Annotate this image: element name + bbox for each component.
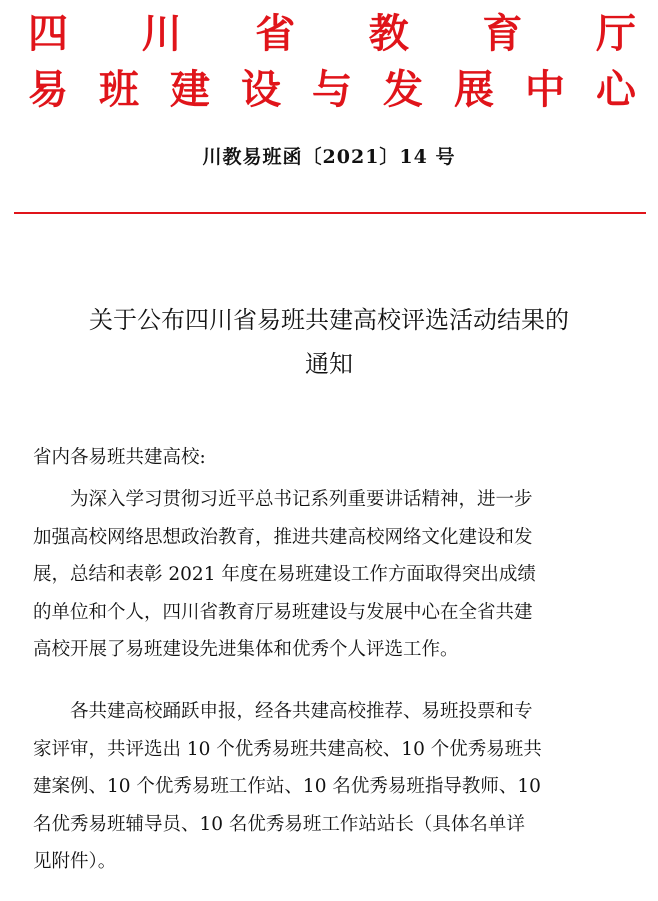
letterhead-char: 厅 bbox=[595, 11, 636, 57]
addressee: 省内各易班共建高校: bbox=[33, 447, 206, 468]
letterhead-char: 设 bbox=[241, 67, 281, 113]
letterhead-divider bbox=[14, 212, 646, 214]
paragraph-line: 的单位和个人，四川省教育厅易班建设与发展中心在全省共建 bbox=[33, 601, 533, 623]
document-title-line-1: 关于公布四川省易班共建高校评选活动结果的 bbox=[89, 306, 569, 334]
body-paragraph-2 bbox=[33, 693, 637, 881]
paragraph-line: 名优秀易班辅导员、10 名优秀易班工作站站长（具体名单详 bbox=[33, 813, 525, 835]
paragraph-line: 高校开展了易班建设先进集体和优秀个人评选工作。 bbox=[33, 639, 459, 660]
letterhead-char: 建 bbox=[170, 67, 210, 113]
letterhead-issuer-line-1 bbox=[28, 12, 636, 56]
letterhead-char: 展 bbox=[454, 67, 494, 113]
paragraph-line: 加强高校网络思想政治教育，推进共建高校网络文化建设和发 bbox=[33, 526, 533, 548]
letterhead-char: 心 bbox=[596, 67, 636, 113]
letterhead-char: 教 bbox=[368, 11, 409, 57]
paragraph-line: 家评审，共评选出 10 个优秀易班共建高校、10 个优秀易班共 bbox=[33, 738, 542, 760]
letterhead-char: 班 bbox=[99, 67, 139, 113]
letterhead-char: 省 bbox=[255, 11, 296, 57]
document-number: 川教易班函〔2021〕14 号 bbox=[202, 146, 456, 168]
document-title-line-2: 通知 bbox=[305, 350, 353, 378]
paragraph-line: 各共建高校踊跃申报，经各共建高校推荐、易班投票和专 bbox=[70, 701, 533, 722]
letterhead-char: 中 bbox=[525, 67, 565, 113]
body-paragraph-1 bbox=[33, 481, 637, 669]
letterhead-char: 与 bbox=[312, 67, 352, 113]
letterhead-char: 育 bbox=[482, 11, 523, 57]
paragraph-line: 建案例、10 个优秀易班工作站、10 名优秀易班指导教师、10 bbox=[33, 776, 541, 797]
letterhead-char: 川 bbox=[141, 11, 182, 57]
paragraph-line: 展，总结和表彰 2021 年度在易班建设工作方面取得突出成绩 bbox=[33, 564, 536, 585]
document-title bbox=[28, 298, 630, 386]
letterhead-char: 发 bbox=[383, 67, 423, 113]
letterhead-char: 易 bbox=[28, 67, 68, 113]
letterhead-char: 四 bbox=[28, 11, 68, 57]
paragraph-line: 见附件）。 bbox=[33, 851, 117, 872]
paragraph-line: 为深入学习贯彻习近平总书记系列重要讲话精神，进一步 bbox=[70, 489, 533, 510]
letterhead-issuer-line-2 bbox=[28, 68, 636, 112]
